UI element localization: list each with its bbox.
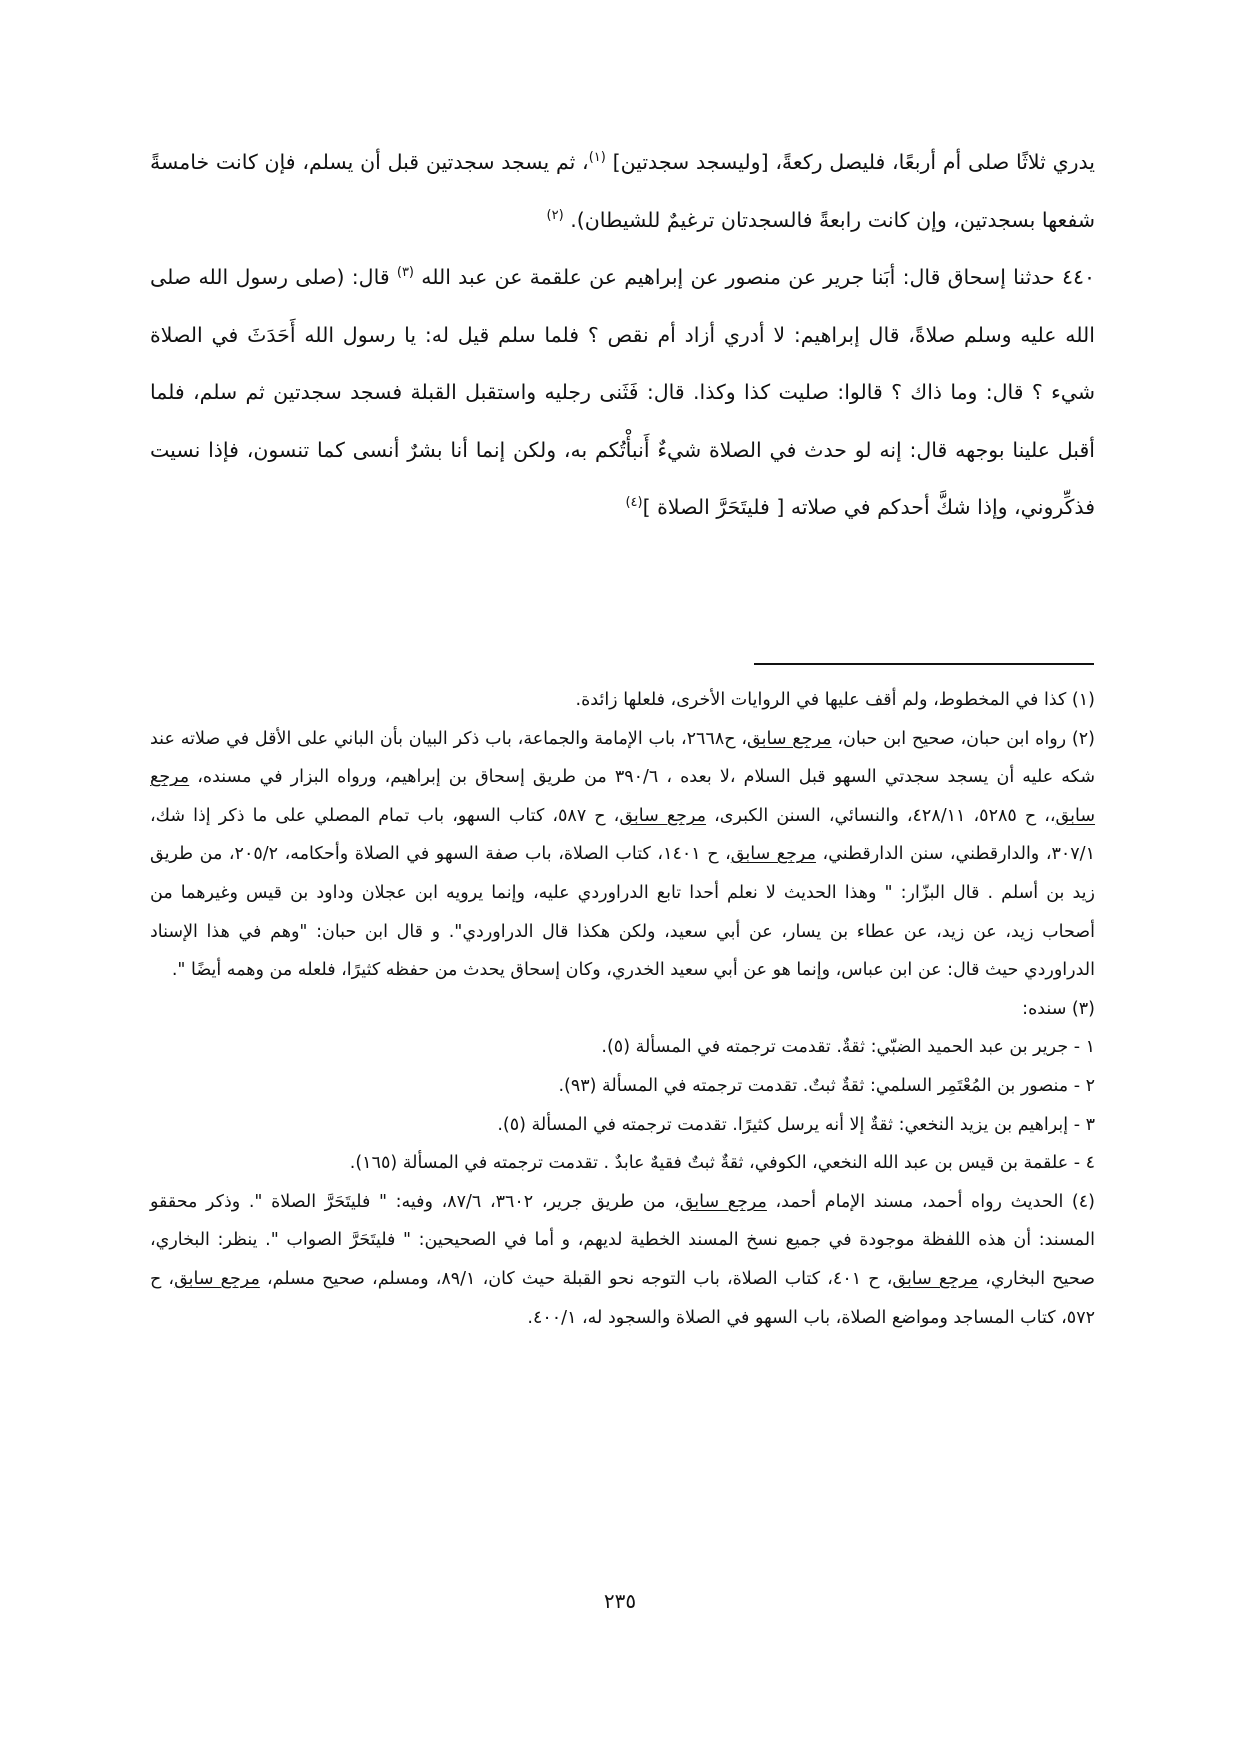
reference-underline: مرجع سابق: [747, 728, 832, 749]
main-text: [150, 134, 1095, 537]
footnote-text: (٤) الحديث رواه أحمد، مسند الإمام أحمد،: [766, 1191, 1095, 1212]
footnote-marker: (٤): [625, 495, 643, 511]
main-text-segment: يدري ثلاثًا صلى أم أربعًا، فليصل ركعةً، [وليسجد سجدتين]: [605, 150, 1095, 174]
main-text-segment: ، ثم يسجد سجدتين قبل أن يسلم، فإن كانت خامسةً شفعها بسجدتين، وإن كانت رابعةً فالسجدتان ترغيمٌ للشيطان).: [150, 150, 1095, 232]
narrator-item: ٣ - إبراهيم بن يزيد النخعي: ثقةٌ إلا أنه يرسل كثيرًا. تقدمت ترجمته في المسألة (٥).: [497, 1114, 1095, 1135]
page-number: ٢٣٥: [603, 1589, 637, 1613]
footnote-text: ، من طريق جرير، ٣٦٠٢، ٨٧/٦، وفيه: " فليتَحَرَّ الصلاة ". وذكر محققو المسند: أن هذه اللفظة موجودة في جميع نسخ المسند الخطية لديهم، و أما في الصحيحين: " فليتَحَرَّ الصواب ". ينظر: البخاري، صحيح البخاري،: [150, 1191, 1096, 1289]
reference-underline: مرجع سابق: [892, 1268, 979, 1289]
narrator-item: ٢ - منصور بن المُعْتَمِر السلمي: ثقةٌ ثبتٌ. تقدمت ترجمته في المسألة (٩٣).: [558, 1075, 1095, 1096]
footnote-marker: (٢): [546, 207, 564, 223]
reference-underline: مرجع سابق: [174, 1268, 260, 1289]
main-text-segment: قال: (صلى رسول الله صلى الله عليه وسلم صلاةً، قال إبراهيم: لا أدري أزاد أم نقص ؟ فلما سلم قيل له: يا رسول الله أَحَدَثَ في الصلاة شيء ؟ قال: وما ذاك ؟ قالوا: صليت كذا وكذا. قال: فَثَنى رجليه واستقبل القبلة فسجد سجدتين ثم سلم، فلما أقبل علينا بوجهه قال: إنه لو حدث في الصلاة شيءٌ أَنبأْتُكم به، ولكن إنما أنا بشرٌ أنسى كما تنسون، فإذا نسيت فذكِّروني، وإذا شكَّ أحدكم في صلاته [ فليتَحَرَّ الصلاة ]: [150, 265, 1095, 519]
narrator-item: ١ - جرير بن عبد الحميد الضبّي: ثقةٌ. تقدمت ترجمته في المسألة (٥).: [601, 1037, 1095, 1058]
reference-underline: مرجع سابق: [619, 805, 707, 826]
reference-underline: مرجع سابق: [730, 844, 816, 865]
footnote-text: ، ح٢٦٦٨، باب الإمامة والجماعة، باب ذكر البيان بأن الباني على الأقل في صلاته عند شكه عليه أن يسجد سجدتي السهو قبل السلام ،لا بعده ، ٣٩٠/٦ من طريق إسحاق بن إبراهيم، ورواه البزار في مسنده،: [150, 728, 1095, 788]
footnote-3-heading: (٣) سنده:: [1022, 998, 1095, 1019]
footnote-marker: (١): [588, 150, 606, 166]
footnote-2: [150, 720, 1095, 990]
footnote-text: ، ح ٥٨٧، كتاب السهو، باب تمام المصلي على ما ذكر إذا شك، ٣٠٧/١، والدارقطني، سنن الدارقطني،: [150, 805, 1095, 865]
footnote-text: (٢) رواه ابن حبان، صحيح ابن حبان،: [831, 728, 1095, 749]
footnote-text: ،، ح ٥٢٨٥، ٤٢٨/١١، والنسائي، السنن الكبرى،: [706, 805, 1056, 826]
reference-underline: مرجع سابق: [150, 767, 1096, 826]
footnotes: [150, 681, 1095, 1337]
reference-underline: مرجع سابق: [679, 1191, 767, 1212]
main-paragraph-1: [150, 134, 1095, 249]
footnote-1: (١) كذا في المخطوط، ولم أقف عليها في الروايات الأخرى، فلعلها زائدة.: [575, 690, 1095, 710]
footnote-text: ، ح ٥٧٢، كتاب المساجد ومواضع الصلاة، باب السهو في الصلاة والسجود له، ٤٠٠/١.: [150, 1268, 1095, 1328]
main-paragraph-2: [150, 249, 1095, 537]
footnote-separator: [754, 663, 1094, 665]
narrator-item: ٤ - علقمة بن قيس بن عبد الله النخعي، الكوفي، ثقةٌ ثبتٌ فقيهٌ عابدٌ . تقدمت ترجمته في المسألة (١٦٥).: [349, 1153, 1095, 1174]
footnote-4: [150, 1183, 1095, 1337]
main-text-segment: ٤٤٠ حدثنا إسحاق قال: أبَنا جرير عن منصور عن إبراهيم عن علقمة عن عبد الله: [414, 265, 1095, 289]
footnote-text: ، ح ٤٠١، كتاب الصلاة، باب التوجه نحو القبلة حيث كان، ٨٩/١، ومسلم، صحيح مسلم،: [259, 1268, 893, 1289]
footnote-text: ، ح ١٤٠١، كتاب الصلاة، باب صفة السهو في الصلاة وأحكامه، ٢٠٥/٢، من طريق زيد بن أسلم . قال البزّار: " وهذا الحديث لا نعلم أحدا تابع الدراوردي عليه، وإنما يرويه ابن عجلان وداود بن قيس وغيرهما من أصحاب زيد، عن زيد، عن عطاء بن يسار، عن أبي سعيد، ولكن هكذا قال الدراوردي". و قال ابن حبان: "وهم في هذا الإسناد الدراوردي حيث قال: عن ابن عباس، وإنما هو عن أبي سعيد الخدري، وكان إسحاق يحدث من حفظه كثيرًا، فلعله من وهمه أيضًا ".: [150, 844, 1095, 981]
footnote-marker: (٣): [396, 265, 414, 281]
